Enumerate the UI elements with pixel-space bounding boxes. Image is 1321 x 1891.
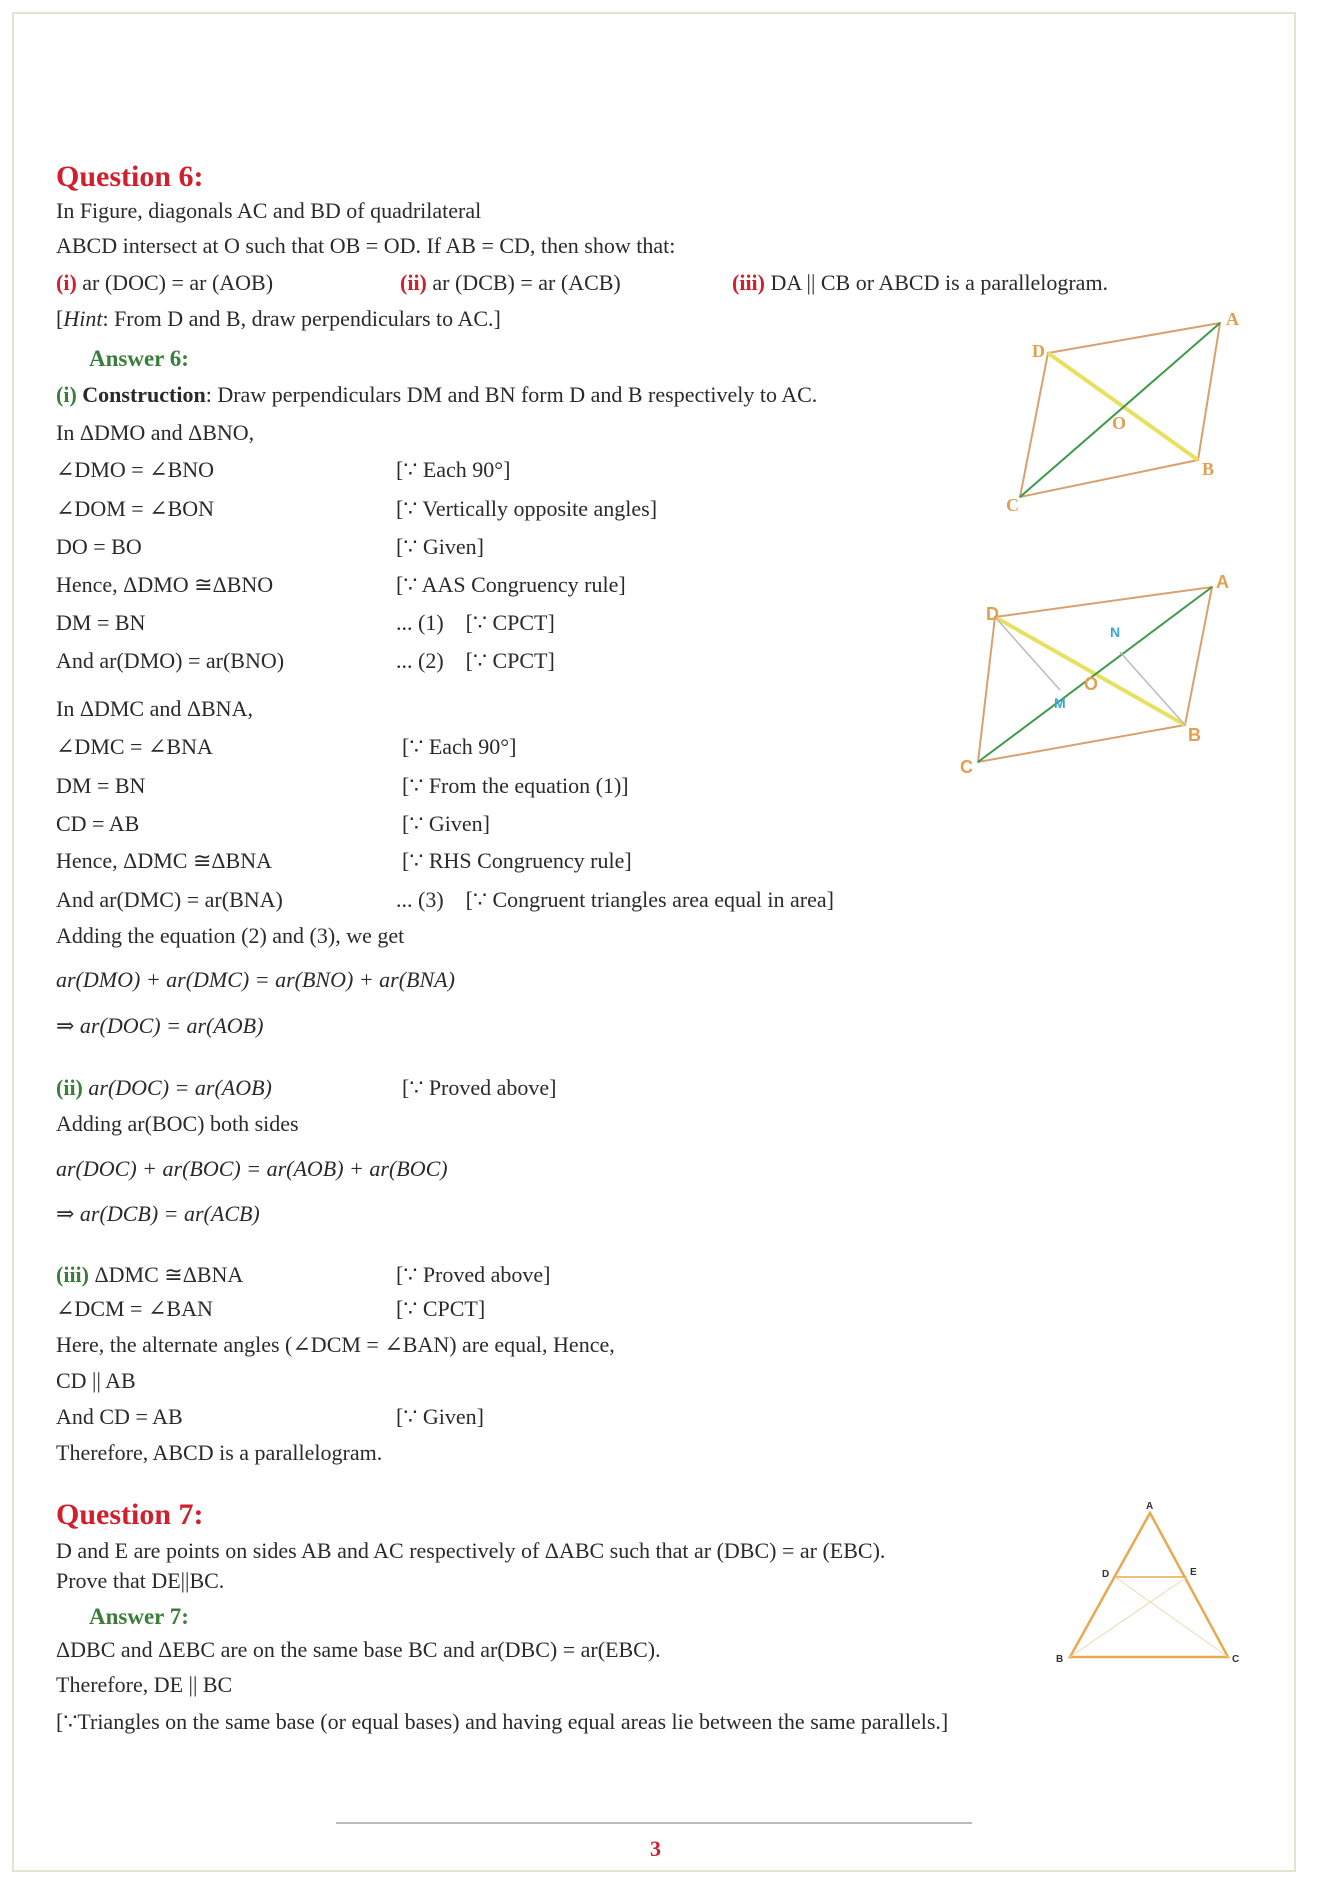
proof-statement: Therefore, ABCD is a parallelogram. [56, 1440, 383, 1465]
triangle-abc [1070, 1513, 1228, 1657]
hint-bracket: [ [56, 306, 64, 331]
perpendicular-dm [995, 617, 1060, 690]
a6-part-ii-reason: [∵ Proved above] [402, 1075, 557, 1100]
part-label: (ii) [56, 1075, 83, 1100]
a6-ii-add: Adding ar(BOC) both sides [56, 1111, 299, 1136]
perpendicular-bn [1120, 652, 1185, 725]
proof-statement: And ar(DMC) = ar(BNA) [56, 887, 283, 912]
construction-text: : Draw perpendiculars DM and BN form D and B respectively to AC. [205, 382, 818, 407]
q6-text-line1: In Figure, diagonals AC and BD of quadrilateral [56, 198, 482, 223]
label-c: C [960, 757, 973, 777]
label-n: N [1110, 624, 1121, 640]
q6-part-iii [732, 272, 1108, 294]
part-text: ΔDMC ≅ΔBNA [94, 1262, 244, 1287]
proof-reason: [∵ Given] [396, 1404, 484, 1429]
proof-statement: DO = BO [56, 534, 142, 559]
proof-statement: ∠DCM = ∠BAN [56, 1296, 213, 1321]
label-o: O [1112, 413, 1127, 433]
proof-reason: [∵ CPCT] [396, 1296, 486, 1321]
part-text: ar (DCB) = ar (ACB) [432, 270, 621, 295]
answer-6-title: Answer 6: [89, 346, 189, 371]
proof-statement: And CD = AB [56, 1404, 183, 1429]
proof-statement: Hence, ΔDMC ≅ΔBNA [56, 848, 272, 873]
page-number: 3 [650, 1836, 661, 1861]
diagonal-ac [1020, 323, 1220, 497]
proof-statement: Adding the equation (2) and (3), we get [56, 923, 405, 948]
proof-statement: CD = AB [56, 811, 140, 836]
proof-statement: CD || AB [56, 1368, 136, 1393]
figure-quadrilateral-2 [950, 565, 1240, 780]
equation-4: ⇒ ar(DCB) = ar(ACB) [56, 1201, 260, 1226]
label-b: B [1188, 725, 1201, 745]
proof-reason: ... (2) [∵ CPCT] [396, 648, 555, 673]
proof-statement: Here, the alternate angles (∠DCM = ∠BAN) are equal, Hence, [56, 1332, 615, 1357]
label-a: A [1146, 1501, 1154, 1512]
a7-line1: ΔDBC and ΔEBC are on the same base BC and ar(DBC) = ar(EBC). [56, 1637, 661, 1662]
q6-part-ii [400, 272, 621, 294]
proof-statement: ∠DMO = ∠BNO [56, 457, 215, 482]
a6-part-ii [56, 1077, 272, 1099]
part-label: (iii) [732, 270, 765, 295]
segment-be [1070, 1577, 1187, 1657]
a6-construction [56, 384, 817, 406]
q7-text-line1: D and E are points on sides AB and AC respectively of ΔABC such that ar (DBC) = ar (EBC). [56, 1538, 886, 1563]
part-text: ar (DOC) = ar (AOB) [82, 270, 274, 295]
proof-reason: ... (1) [∵ CPCT] [396, 610, 555, 635]
label-b: B [1202, 459, 1215, 479]
part-label: (iii) [56, 1262, 89, 1287]
label-o: O [1084, 674, 1099, 694]
proof-statement: DM = BN [56, 773, 146, 798]
q7-text-line2: Prove that DE||BC. [56, 1568, 225, 1593]
proof-reason: [∵ From the equation (1)] [402, 773, 629, 798]
label-a: A [1226, 309, 1239, 329]
part-label: (i) [56, 382, 77, 407]
label-d: D [1032, 341, 1045, 361]
proof-statement: In ΔDMC and ΔBNA, [56, 696, 253, 721]
equation-1: ar(DMO) + ar(DMC) = ar(BNO) + ar(BNA) [56, 967, 455, 992]
label-c: C [1006, 495, 1019, 515]
part-text: ar(DOC) = ar(AOB) [88, 1075, 272, 1100]
q6-text-line2: ABCD intersect at O such that OB = OD. If AB = CD, then show that: [56, 233, 676, 258]
label-a: A [1216, 572, 1229, 592]
a6-part-iii [56, 1264, 243, 1286]
part-label: (ii) [400, 270, 427, 295]
proof-statement: ∠DOM = ∠BON [56, 496, 215, 521]
equation-3: ar(DOC) + ar(BOC) = ar(AOB) + ar(BOC) [56, 1156, 448, 1181]
proof-reason: [∵ AAS Congruency rule] [396, 572, 626, 597]
label-d: D [1102, 1569, 1110, 1580]
proof-statement: Hence, ΔDMO ≅ΔBNO [56, 572, 274, 597]
figure-triangle [1050, 1495, 1250, 1670]
proof-statement: And ar(DMO) = ar(BNO) [56, 648, 285, 673]
proof-reason: [∵ Vertically opposite angles] [396, 496, 658, 521]
proof-reason: [∵ Given] [402, 811, 490, 836]
q6-part-i [56, 272, 273, 294]
label-m: M [1054, 695, 1066, 711]
a7-line2: Therefore, DE || BC [56, 1672, 233, 1697]
label-c: C [1232, 1654, 1240, 1665]
answer-7-title: Answer 7: [89, 1604, 189, 1629]
proof-reason: [∵ Given] [396, 534, 484, 559]
part-text: DA || CB or ABCD is a parallelogram. [770, 270, 1109, 295]
construction-label: Construction [82, 382, 206, 407]
footer-divider [336, 1822, 972, 1824]
proof-statement: In ΔDMO and ΔBNO, [56, 420, 255, 445]
question-7-title: Question 7: [56, 1498, 204, 1531]
proof-reason: [∵ Each 90°] [396, 457, 511, 482]
label-d: D [986, 604, 999, 624]
segment-cd [1115, 1577, 1228, 1657]
question-6-title: Question 6: [56, 160, 204, 193]
proof-statement: DM = BN [56, 610, 146, 635]
proof-reason: [∵ Each 90°] [402, 734, 517, 759]
proof-reason: [∵ RHS Congruency rule] [402, 848, 632, 873]
label-b: B [1056, 1654, 1064, 1665]
proof-reason: ... (3) [∵ Congruent triangles area equal in area] [396, 887, 834, 912]
part-label: (i) [56, 270, 77, 295]
q6-hint [56, 308, 501, 330]
proof-statement: ∠DMC = ∠BNA [56, 734, 213, 759]
label-e: E [1190, 1567, 1197, 1578]
hint-word: Hint [63, 306, 103, 331]
figure-quadrilateral-1 [1000, 305, 1250, 515]
hint-text: : From D and B, draw perpendiculars to AC.] [102, 306, 501, 331]
a7-line3: [∵Triangles on the same base (or equal bases) and having equal areas lie between the same parallels.] [56, 1709, 949, 1734]
diagonal-bd [995, 617, 1185, 725]
a6-part-iii-reason: [∵ Proved above] [396, 1262, 551, 1287]
equation-2: ⇒ ar(DOC) = ar(AOB) [56, 1013, 264, 1038]
